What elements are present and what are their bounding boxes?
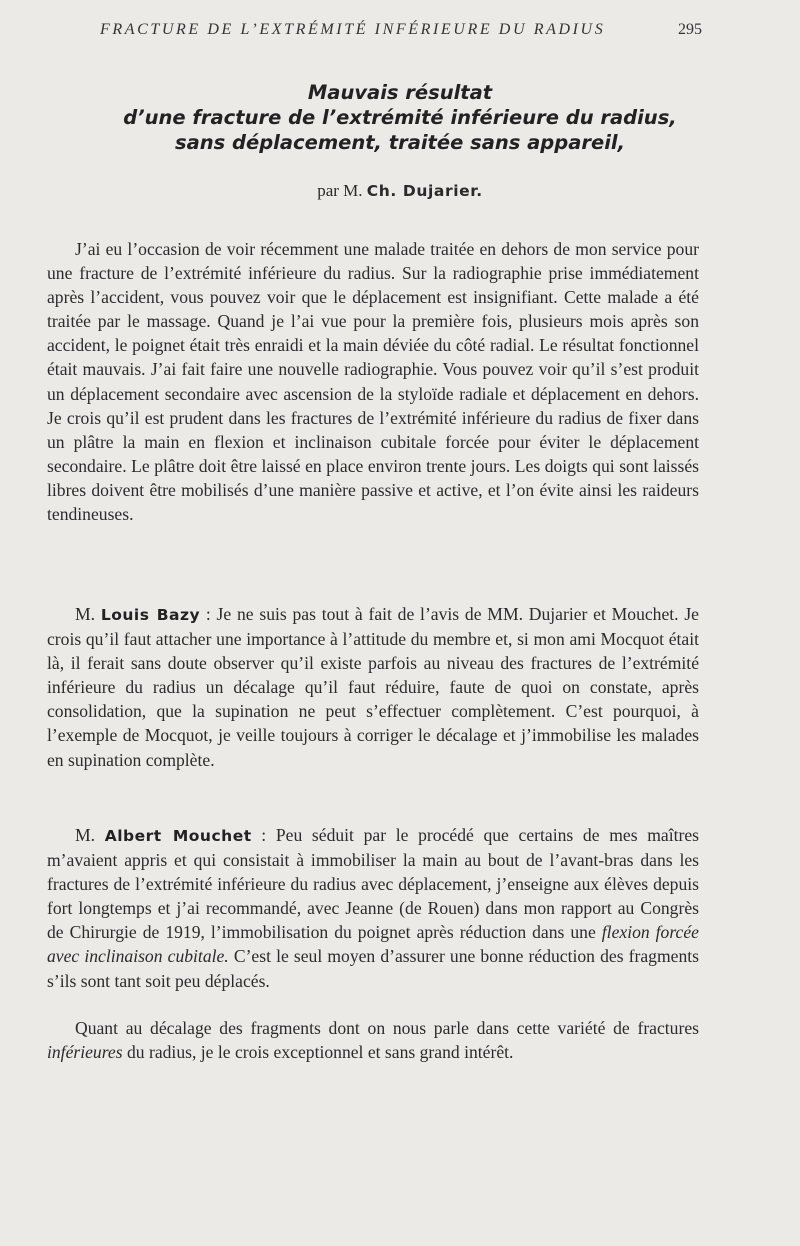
speaker-name: Albert Mouchet <box>104 827 252 845</box>
author-name: Ch. Dujarier. <box>366 182 483 200</box>
page-number: 295 <box>678 21 702 38</box>
paragraph-text <box>47 823 699 993</box>
paragraph-mouchet-continued <box>47 1016 699 1064</box>
speaker-prefix: M. <box>75 604 96 624</box>
emphasis-text: inférieures <box>47 1042 123 1063</box>
speech-text: : Peu séduit par le procédé que certains de mes maîtres m’avaient appris et qui consistait à immobiliser la main au bout de l’avant-bras dans les fractures de l’extrémité inférieure du radius avec déplacement, j’enseigne aux élèves depuis fort longtemps et j’ai recommandé, avec Jeanne (de Rouen) dans mon rapport au Congrès de Chirurgie de 1919, l’immobilisation du poignet après réduction dans une <box>47 825 699 943</box>
paragraph-bazy <box>47 602 699 772</box>
running-head <box>0 21 800 43</box>
running-title: FRACTURE DE L’EXTRÉMITÉ INFÉRIEURE DU RADIUS <box>100 21 606 38</box>
speech-text: Quant au décalage des fragments dont on nous parle dans cette variété de fractures <box>75 1018 699 1038</box>
paragraph-mouchet <box>47 823 699 993</box>
title-line-1: Mauvais résultat <box>307 81 493 104</box>
article-title <box>0 80 800 155</box>
speaker-name: Louis Bazy <box>100 606 201 624</box>
speech-text: C’est le seul moyen d’assurer une bonne réduction des fragments s’ils sont tant soit peu déplacés. <box>47 946 699 991</box>
speaker-prefix: M. <box>75 825 96 845</box>
title-line-2: d’une fracture de l’extrémité inférieure du radius, <box>123 106 677 129</box>
speech-text: du radius, je le crois exceptionnel et sans grand intérêt. <box>122 1042 514 1063</box>
speech-text: : Je ne suis pas tout à fait de l’avis de MM. Dujarier et Mouchet. Je crois qu’il faut attacher une importance à l’attitude du membre et, si mon ami Mocquot était là, il ferait sans doute observer qu’il existe parfois au niveau des fractures de l’extrémité inférieure du radius un décalage qu’il faut réduire, faute de quoi on constate, après consolidation, que la supination ne peut s’effectuer complètement. C’est pourquoi, à l’exemple de Mocquot, je veille toujours à corriger le décalage et j’immobilise les malades en supination complète. <box>47 604 699 770</box>
emphasis-text: flexion forcée avec inclinaison cubitale. <box>47 922 699 967</box>
paragraph-text: J’ai eu l’occasion de voir récemment une malade traitée en dehors de mon service pour une fracture de l’extrémité inférieure du radius. Sur la radiographie prise immédiatement après l’accident, vous pouvez voir que le déplacement est insignifiant. Cette malade a été traitée par le massage. Quand je l’ai vue pour la première fois, plusieurs mois après son accident, le poignet était très enraidi et la main déviée du côté radial. Le résultat fonctionnel était mauvais. J’ai fait faire une nouvelle radiographie. Vous pouvez voir qu’il s’est produit un déplacement secondaire avec ascension de la styloïde radiale et déplacement en dehors. Je crois qu’il est prudent dans les fractures de l’extrémité inférieure du radius de fixer dans un plâtre la main en flexion et inclinaison cubitale forcée pour éviter le déplacement secondaire. Le plâtre doit être laissé en place environ trente jours. Les doigts qui sont laissés libres doivent être mobilisés d’une manière passive et active, et l’on évite ainsi les raideurs tendineuses. <box>47 239 699 525</box>
paragraph-text <box>47 602 699 772</box>
byline <box>0 181 800 201</box>
paragraph-dujarier <box>47 237 699 526</box>
paragraph-text <box>47 1016 699 1064</box>
title-line-3: sans déplacement, traitée sans appareil, <box>175 131 625 154</box>
byline-prefix: par M. <box>317 181 363 200</box>
